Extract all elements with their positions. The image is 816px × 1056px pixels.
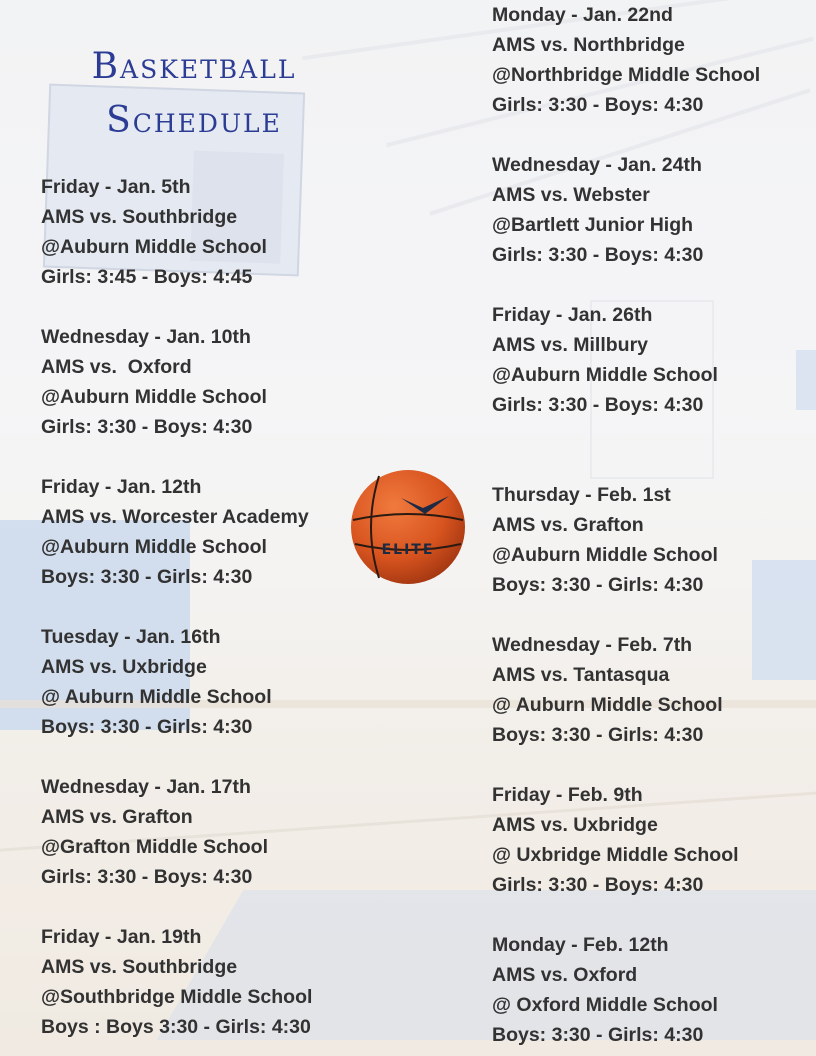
game-entry xyxy=(41,172,411,292)
game-location: @Bartlett Junior High xyxy=(492,214,694,236)
game-date: Thursday - Feb. 1st xyxy=(492,484,671,506)
game-date: Friday - Feb. 9th xyxy=(492,784,643,806)
game-date: Monday - Feb. 12th xyxy=(492,934,669,956)
game-entry xyxy=(492,300,816,420)
game-entry xyxy=(492,150,816,270)
game-matchup: AMS vs. Southbridge xyxy=(41,206,238,228)
game-matchup: AMS vs. Oxford xyxy=(41,356,192,378)
game-date: Friday - Jan. 26th xyxy=(492,304,653,326)
game-times: Boys: 3:30 - Girls: 4:30 xyxy=(41,716,253,738)
game-location: @ Auburn Middle School xyxy=(41,686,272,708)
game-times: Girls: 3:30 - Boys: 4:30 xyxy=(492,874,704,896)
page-title xyxy=(64,40,324,148)
game-times: Girls: 3:30 - Boys: 4:30 xyxy=(492,94,704,116)
game-location: @Auburn Middle School xyxy=(41,386,267,408)
game-entry xyxy=(492,930,816,1050)
game-entry xyxy=(41,622,411,742)
game-times: Boys: 3:30 - Girls: 4:30 xyxy=(492,574,704,596)
game-matchup: AMS vs. Southbridge xyxy=(41,956,238,978)
game-times: Girls: 3:30 - Boys: 4:30 xyxy=(492,394,704,416)
game-date: Wednesday - Feb. 7th xyxy=(492,634,693,656)
game-location: @Auburn Middle School xyxy=(41,236,267,258)
game-entry xyxy=(41,772,411,892)
game-location: @Auburn Middle School xyxy=(492,364,718,386)
game-matchup: AMS vs. Tantasqua xyxy=(492,664,670,686)
game-location: @ Oxford Middle School xyxy=(492,994,718,1016)
game-times: Boys: 3:30 - Girls: 4:30 xyxy=(492,724,704,746)
game-matchup: AMS vs. Grafton xyxy=(492,514,644,536)
title-line-1: Basketball xyxy=(91,46,297,87)
game-location: @Northbridge Middle School xyxy=(492,64,761,86)
game-times: Girls: 3:30 - Boys: 4:30 xyxy=(41,416,253,438)
game-entry xyxy=(492,630,816,750)
game-matchup: AMS vs. Grafton xyxy=(41,806,193,828)
game-entry xyxy=(492,0,816,120)
game-location: @Southbridge Middle School xyxy=(41,986,313,1008)
game-times: Boys : Boys 3:30 - Girls: 4:30 xyxy=(41,1016,311,1038)
game-date: Wednesday - Jan. 10th xyxy=(41,326,251,348)
ball-brand-text: ELITE xyxy=(381,542,435,558)
game-entry xyxy=(492,780,816,900)
game-location: @Auburn Middle School xyxy=(492,544,718,566)
game-location: @Grafton Middle School xyxy=(41,836,269,858)
game-times: Boys: 3:30 - Girls: 4:30 xyxy=(41,566,253,588)
game-location: @Auburn Middle School xyxy=(41,536,267,558)
game-matchup: AMS vs. Uxbridge xyxy=(41,656,207,678)
game-matchup: AMS vs. Webster xyxy=(492,184,650,206)
game-matchup: AMS vs. Northbridge xyxy=(492,34,685,56)
basketball-icon xyxy=(349,468,467,586)
game-entry xyxy=(41,922,411,1042)
game-times: Girls: 3:45 - Boys: 4:45 xyxy=(41,266,253,288)
game-matchup: AMS vs. Worcester Academy xyxy=(41,506,309,528)
game-date: Friday - Jan. 19th xyxy=(41,926,202,948)
game-times: Girls: 3:30 - Boys: 4:30 xyxy=(492,244,704,266)
game-date: Wednesday - Jan. 17th xyxy=(41,776,251,798)
game-times: Girls: 3:30 - Boys: 4:30 xyxy=(41,866,253,888)
game-location: @ Auburn Middle School xyxy=(492,694,723,716)
game-entry xyxy=(492,480,816,600)
game-matchup: AMS vs. Millbury xyxy=(492,334,649,356)
game-date: Friday - Jan. 5th xyxy=(41,176,191,198)
title-line-2: Schedule xyxy=(106,100,282,141)
game-date: Wednesday - Jan. 24th xyxy=(492,154,702,176)
game-date: Friday - Jan. 12th xyxy=(41,476,202,498)
game-times: Boys: 3:30 - Girls: 4:30 xyxy=(492,1024,704,1046)
game-location: @ Uxbridge Middle School xyxy=(492,844,739,866)
game-entry xyxy=(41,322,411,442)
game-matchup: AMS vs. Oxford xyxy=(492,964,638,986)
game-date: Monday - Jan. 22nd xyxy=(492,4,673,26)
game-matchup: AMS vs. Uxbridge xyxy=(492,814,658,836)
game-date: Tuesday - Jan. 16th xyxy=(41,626,221,648)
